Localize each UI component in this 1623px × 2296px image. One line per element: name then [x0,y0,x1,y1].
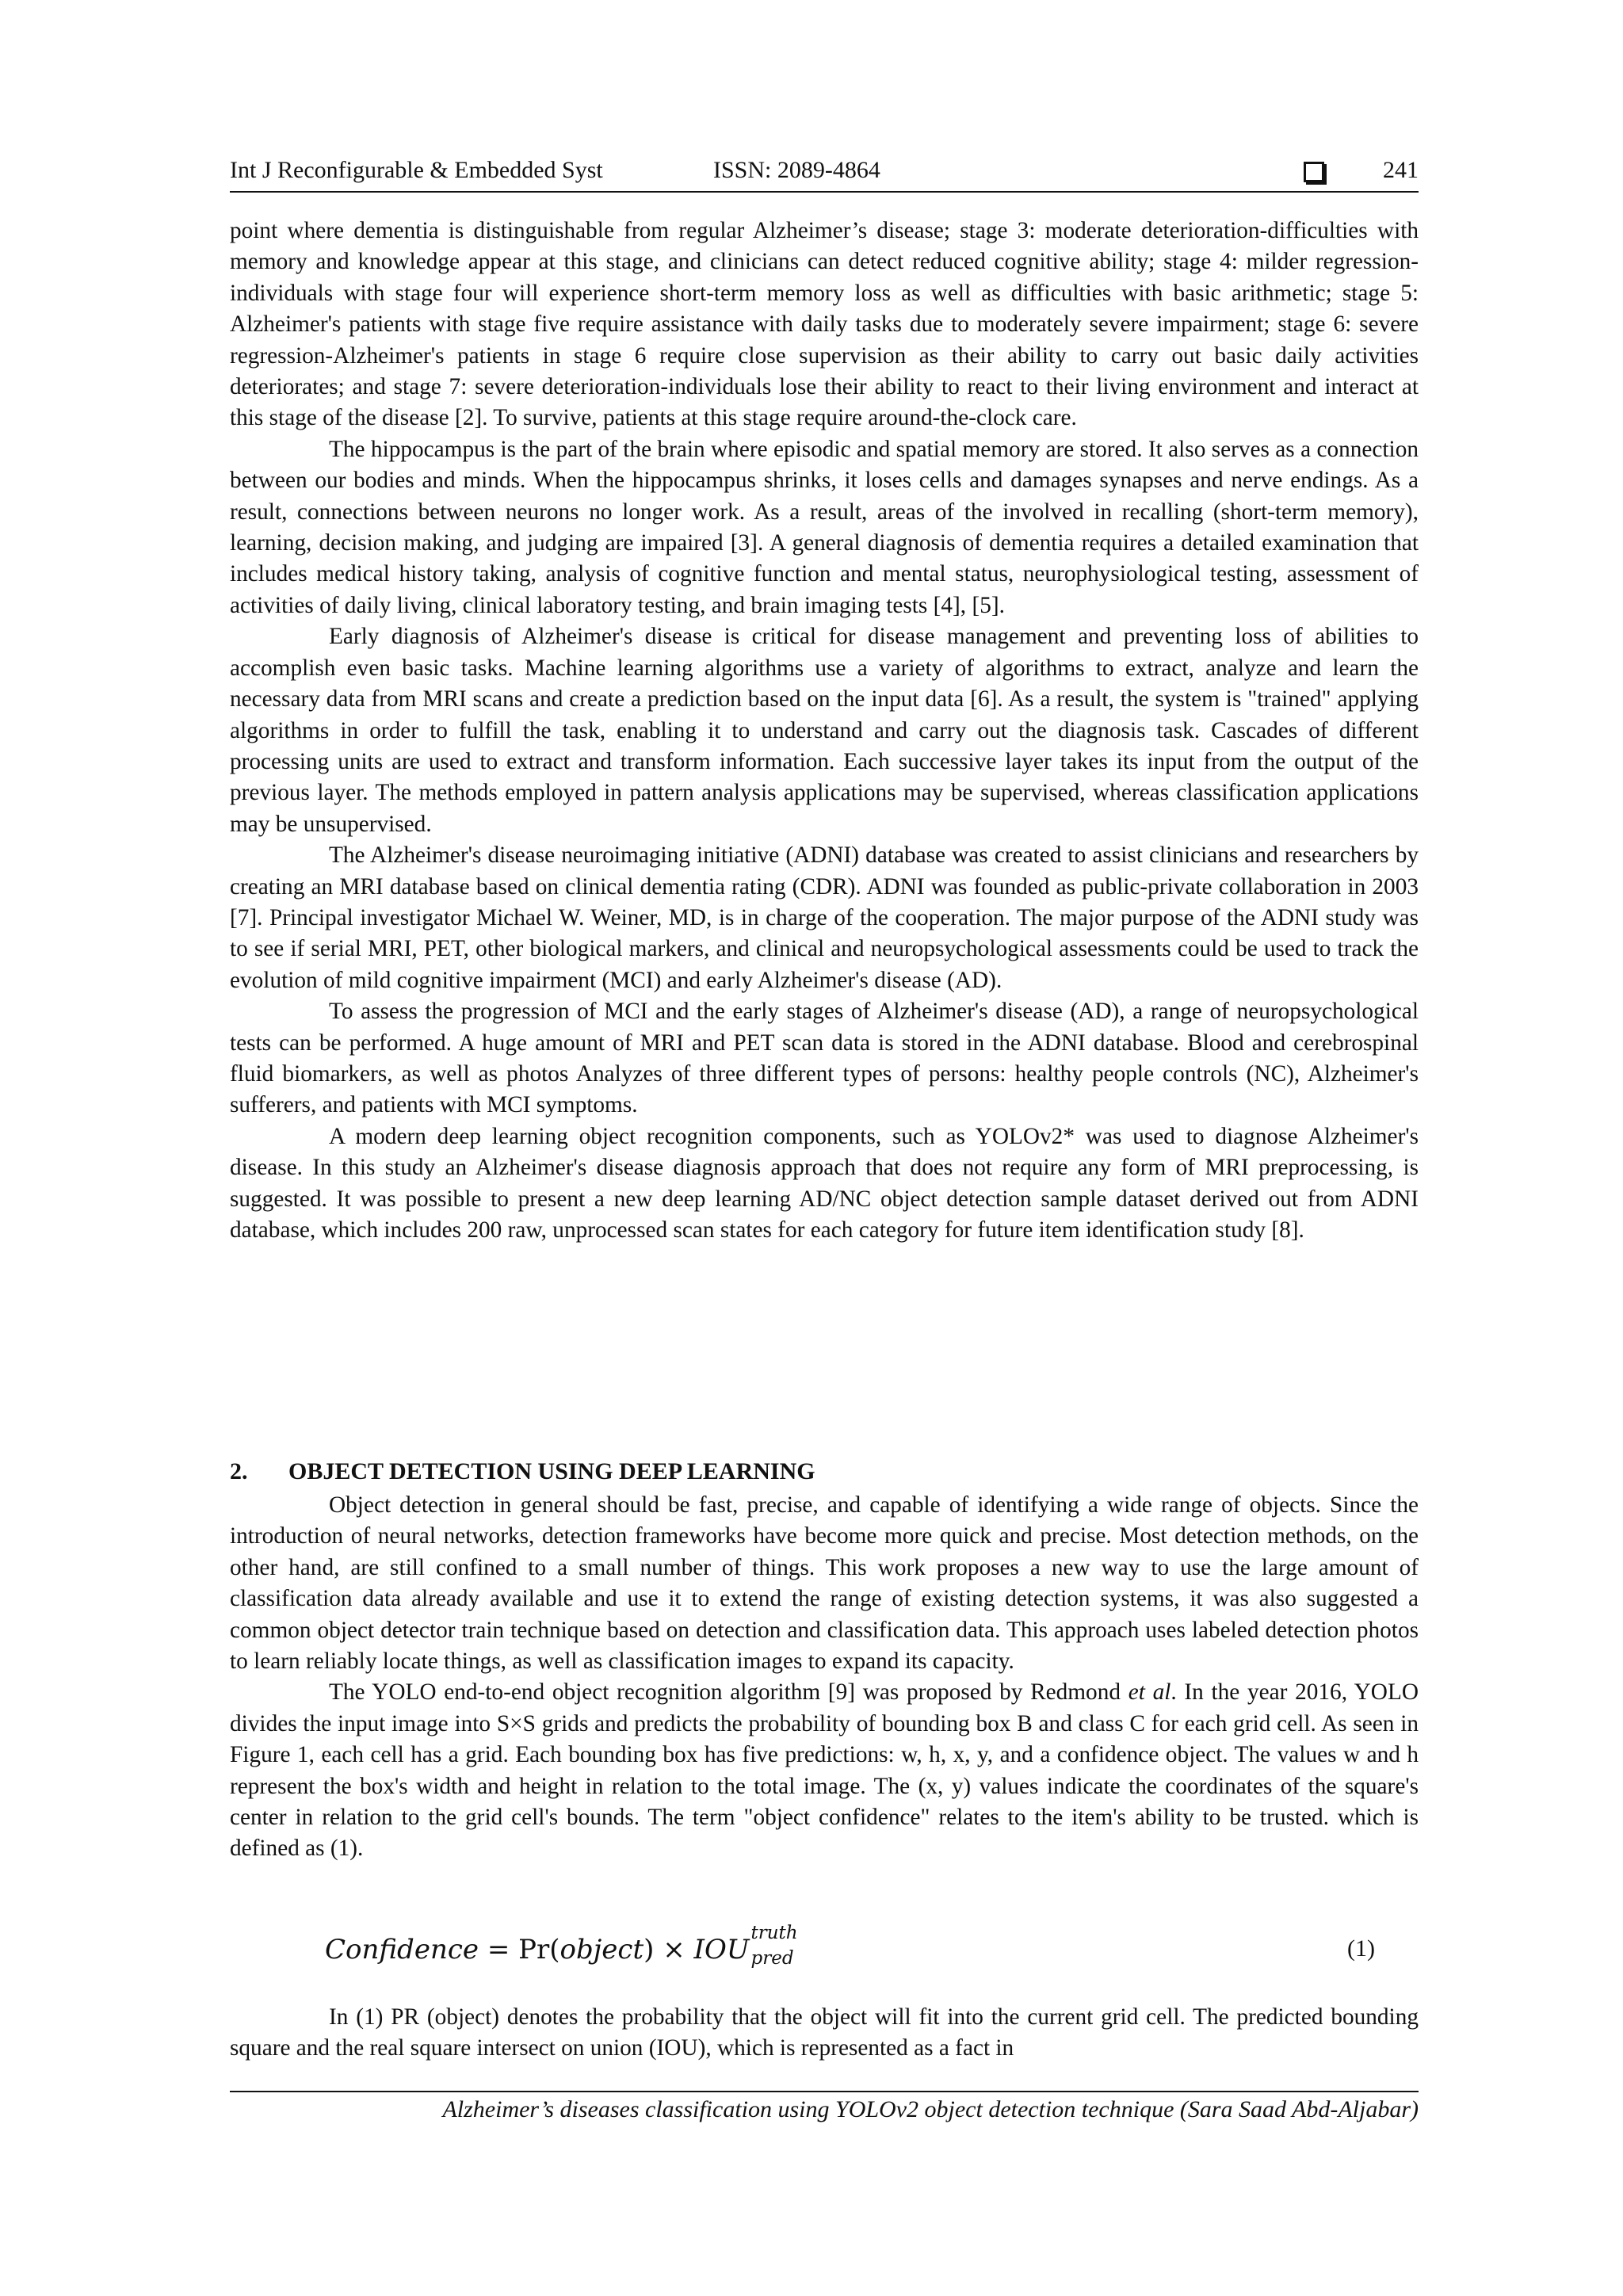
page-number: 241 [1383,157,1419,183]
post-equation-paragraph: In (1) PR (object) denotes the probability that the object will fit into the current grid cell. The predicted bounding square and the real square intersect on union (IOU), which is represented as a fact in [230,2004,1419,2061]
paragraph-3: Early diagnosis of Alzheimer's disease is critical for disease management and preventing loss of abilities to accomplish even basic tasks. Machine learning algorithms use a variety of algorithms to extract, analyze and learn the necessary data from MRI scans and create a prediction based on the input data [6]. As a result, the system is "trained" applying algorithms in order to fulfill the task, enabling it to understand and carry out the diagnosis task. Cascades of different processing units are used to extract and transform information. Each successive layer takes its input from the output of the previous layer. The methods employed in pattern analysis applications may be supervised, whereas classification applications may be unsupervised. [230,624,1419,837]
equation-1 [325,1924,1419,1980]
eq-pr: Pr [518,1934,550,1966]
equation-expression: Confidence = Pr(object) × IOU truth pred [325,1934,852,1967]
paragraph-2-part-b: . In the year 2016, YOLO divides the input image into S×S grids and predicts the probability of bounding box B and class C for each grid cell. As seen in Figure 1, each cell has a grid. Each bounding box has five predictions: w, h, x, y, and a confidence object. The values w and h represent the box's width and height in relation to the total image. The (x, y) values indicate the coordinates of the square's center in relation to the grid cell's bounds. The term "object confidence" relates to the item's ability to be trusted. which is defined as (1). [230,1679,1419,1862]
eq-equals: = [479,1934,519,1966]
eq-times: × [654,1934,694,1966]
eq-confidence: Confidence [325,1934,479,1966]
paragraph-2: The hippocampus is the part of the brain where episodic and spatial memory are stored. It also serves as a connection between our bodies and minds. When the hippocampus shrinks, it loses cells and damages synapses and nerve endings. As a result, connections between neurons no longer work. As a result, areas of the involved in recalling (short-term memory), learning, decision making, and judging are impaired [3]. A general diagnosis of dementia requires a detailed examination that includes medical history taking, analysis of cognitive function and mental status, neurophysiological testing, assessment of activities of daily living, clinical laboratory testing, and brain imaging tests [4], [5]. [230,436,1419,618]
paragraph-4: The Alzheimer's disease neuroimaging initiative (ADNI) database was created to assist clinicians and researchers by creating an MRI database based on clinical dementia rating (CDR). ADNI was founded as public-private collaboration in 2003 [7]. Principal investigator Michael W. Weiner, MD, is in charge of the cooperation. The major purpose of the ADNI study was to see if serial MRI, PET, other biological markers, and clinical and neuropsychological assessments could be used to track the evolution of mild cognitive impairment (MCI) and early Alzheimer's disease (AD). [230,842,1419,993]
footer-rule [230,2091,1419,2092]
section-heading [230,1458,815,1485]
body-text [230,216,1419,1246]
journal-name: Int J Reconfigurable & Embedded Syst [230,157,603,183]
eq-superscript-truth: truth [750,1923,798,1943]
header-rule [230,191,1419,193]
running-footer: Alzheimer’s diseases classification using YOLOv2 object detection technique (Sara Saad Abd-Aljabar) [442,2096,1419,2122]
section-title: OBJECT DETECTION USING DEEP LEARNING [288,1458,815,1484]
issn: ISSN: 2089-4864 [713,157,880,183]
square-bullet-icon [1304,162,1324,182]
eq-subscript-pred: pred [750,1948,794,1969]
section-2-text [230,1490,1419,1865]
equation-number: (1) [1347,1935,1375,1962]
paragraph-5: To assess the progression of MCI and the early stages of Alzheimer's disease (AD), a range of neuropsychological tests can be performed. A huge amount of MRI and PET scan data is stored in the ADNI database. Blood and cerebrospinal fluid biomarkers, as well as photos Analyzes of three different types of persons: healthy people controls (NC), Alzheimer's sufferers, and patients with MCI symptoms. [230,999,1419,1118]
paragraph-2-part-a: The YOLO end-to-end object recognition algorithm [9] was proposed by Redmond [329,1679,1128,1706]
section-number: 2. [230,1458,248,1484]
paragraph-1: point where dementia is distinguishable from regular Alzheimer’s disease; stage 3: moderate deterioration-difficulties with memory and knowledge appear at this stage, and clinicians can detect reduced cognitive ability; stage 4: milder regression-individuals with stage four will experience short-term memory loss as well as difficulties with basic arithmetic; stage 5: Alzheimer's patients with stage five require assistance with daily tasks due to moderately severe impairment; stage 6: severe regression-Alzheimer's patients in stage 6 require close supervision as their ability to carry out basic daily activities deteriorates; and stage 7: severe deterioration-individuals lose their ability to react to their living environment and interact at this stage of the disease [2]. To survive, patients at this stage require around-the-clock care. [230,218,1419,431]
eq-object: object [559,1934,644,1966]
section-2-paragraph-2 [230,1677,1419,1864]
eq-iou: IOU [693,1934,750,1966]
et-al: et al [1128,1679,1171,1706]
running-header [230,157,1419,192]
section-2-paragraph-1: Object detection in general should be fast, precise, and capable of identifying a wide range of objects. Since the introduction of neural networks, detection frameworks have become more quick and precise. Most detection methods, on the other hand, are still confined to a small number of things. This work proposes a new way to use the large amount of classification data already available and use it to extend the range of existing detection systems, it was also suggested a common object detector train technique based on detection and classification data. This approach uses labeled detection photos to learn reliably locate things, as well as classification images to expand its capacity. [230,1492,1419,1675]
post-equation-text [230,2002,1419,2065]
eq-iou-scripts [749,1923,852,1969]
paragraph-6: A modern deep learning object recognition components, such as YOLOv2* was used to diagnose Alzheimer's disease. In this study an Alzheimer's disease diagnosis approach that does not require any form of MRI preprocessing, is suggested. It was possible to present a new deep learning AD/NC object detection sample dataset derived out from ADNI database, which includes 200 raw, unprocessed scan states for each category for future item identification study [8]. [230,1123,1419,1243]
